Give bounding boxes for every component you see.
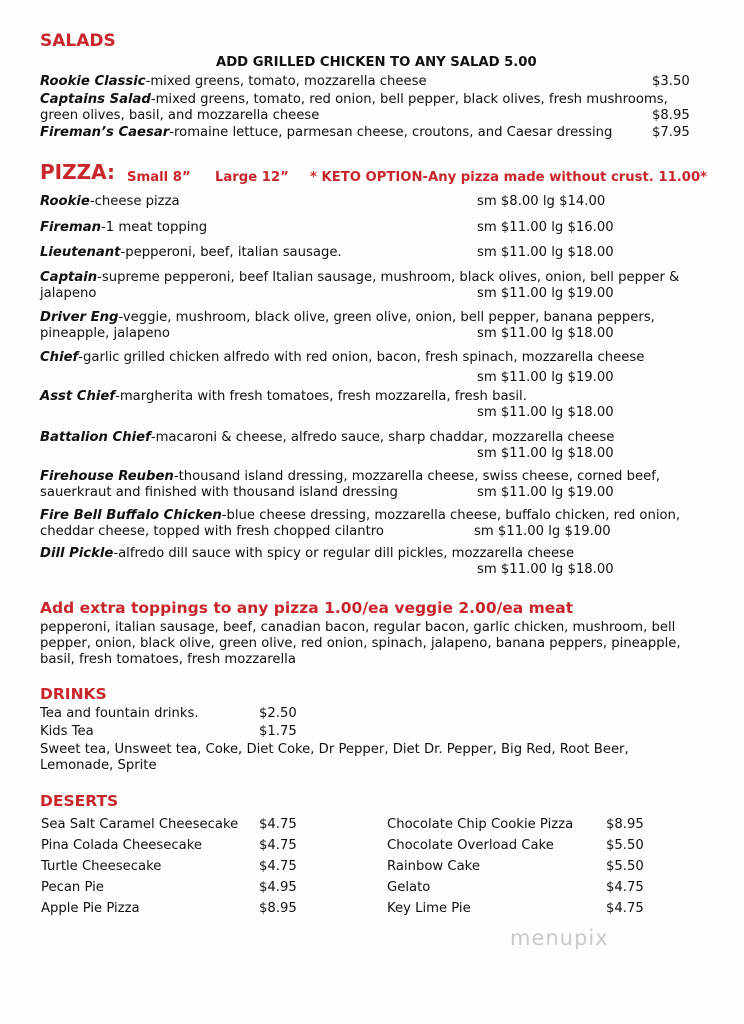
desert-item-price: $8.95	[606, 817, 644, 832]
salads-note: ADD GRILLED CHICKEN TO ANY SALAD 5.00	[216, 55, 537, 70]
desert-item-price: $8.95	[259, 901, 297, 916]
toppings-title: Add extra toppings to any pizza 1.00/ea veggie 2.00/ea meat	[40, 599, 574, 617]
item-name: Rookie Classic	[40, 74, 146, 89]
desert-item-price: $4.75	[259, 838, 297, 853]
salad-item-captains	[40, 92, 698, 124]
item-price: sm $11.00 lg $19.00	[474, 524, 611, 539]
drinks-list: Sweet tea, Unsweet tea, Coke, Diet Coke, Dr Pepper, Diet Dr. Pepper, Big Red, Root Beer, Lemonade, Sprite	[40, 742, 629, 773]
item-desc: -macaroni & cheese, alfredo sauce, sharp chaddar, mozzarella cheese	[150, 430, 615, 445]
desert-item-name: Pina Colada Cheesecake	[41, 838, 203, 853]
desert-item-price: $4.75	[259, 817, 297, 832]
item-desc: -1 meat topping	[101, 220, 208, 235]
item-price: sm $11.00 lg $18.00	[477, 562, 614, 577]
item-price: sm $11.00 lg $19.00	[477, 286, 614, 301]
toppings-list: pepperoni, italian sausage, beef, canadian bacon, regular bacon, garlic chicken, mushroom, bell pepper, onion, black olive, green olive, red onion, spinach, jalapeno, banana peppers, pineapple, basil, fresh tomatoes, fresh mozzarella	[40, 620, 681, 667]
desert-item-name: Key Lime Pie	[387, 901, 471, 916]
desert-item-name: Chocolate Chip Cookie Pizza	[387, 817, 574, 832]
item-name: Firehouse Reuben	[40, 469, 174, 484]
item-name: Fire Bell Buffalo Chicken	[40, 508, 222, 523]
item-desc: -blue cheese dressing, mozzarella cheese, buffalo chicken, red onion, cheddar cheese, topped with fresh chopped cilantro	[40, 508, 681, 539]
item-name: Asst Chief	[40, 389, 116, 404]
desert-item-name: Chocolate Overload Cake	[387, 838, 554, 853]
item-name: Fireman’s Caesar	[40, 125, 170, 140]
deserts-title: DESERTS	[40, 792, 119, 810]
item-price: sm $11.00 lg $19.00	[477, 370, 614, 385]
keto-option: * KETO OPTION-Any pizza made without crust. 11.00*	[310, 170, 708, 185]
item-desc: -garlic grilled chicken alfredo with red onion, bacon, fresh spinach, mozzarella cheese	[78, 350, 645, 365]
pizza-item-dill-pickle	[40, 546, 700, 562]
item-desc: -mixed greens, tomato, red onion, bell pepper, black olives, fresh mushrooms, green olives, basil, and mozzarella cheese	[40, 92, 668, 123]
desert-item-name: Gelato	[387, 880, 431, 895]
item-price: sm $11.00 lg $18.00	[477, 405, 614, 420]
pizza-item-asst-chief	[40, 389, 700, 405]
item-desc: -alfredo dill sauce with spicy or regular dill pickles, mozzarella cheese	[113, 546, 575, 561]
item-name: Chief	[40, 350, 79, 365]
pizza-item-battalion-chief	[40, 430, 700, 446]
item-name: Dill Pickle	[40, 546, 114, 561]
item-price: sm $11.00 lg $19.00	[477, 485, 614, 500]
item-price: sm $11.00 lg $16.00	[477, 220, 614, 235]
desert-item-price: $4.75	[606, 880, 644, 895]
drink-item-price: $2.50	[259, 706, 297, 721]
drink-item-name: Tea and fountain drinks.	[40, 706, 199, 721]
item-desc: -supreme pepperoni, beef Italian sausage, mushroom, black olives, onion, bell pepper & jalapeno	[40, 270, 680, 301]
desert-item-name: Turtle Cheesecake	[41, 859, 162, 874]
pizza-item-chief	[40, 350, 700, 366]
item-name: Captains Salad	[40, 92, 151, 107]
desert-item-name: Rainbow Cake	[387, 859, 480, 874]
pizza-title: PIZZA:	[40, 160, 115, 184]
item-desc: -pepperoni, beef, italian sausage.	[120, 245, 342, 260]
item-price: sm $11.00 lg $18.00	[477, 446, 614, 461]
item-desc: -mixed greens, tomato, mozzarella cheese	[145, 74, 427, 89]
drinks-title: DRINKS	[40, 685, 107, 703]
item-price: $7.95	[652, 125, 690, 140]
salad-item-firemans-caesar	[40, 125, 700, 141]
item-price: sm $8.00 lg $14.00	[477, 194, 606, 209]
desert-item-price: $4.95	[259, 880, 297, 895]
salads-title: SALADS	[40, 31, 116, 51]
menupix-watermark: menupix	[510, 926, 609, 950]
drink-item-price: $1.75	[259, 724, 297, 739]
pizza-size-large: Large 12”	[215, 170, 289, 185]
item-desc: -margherita with fresh tomatoes, fresh mozzarella, fresh basil.	[115, 389, 527, 404]
item-name: Driver Eng	[40, 310, 119, 325]
item-price: $8.95	[652, 108, 690, 123]
item-name: Lieutenant	[40, 245, 121, 260]
drink-item-name: Kids Tea	[40, 724, 94, 739]
item-desc: -thousand island dressing, mozzarella cheese, swiss cheese, corned beef, sauerkraut and finished with thousand island dressing	[40, 469, 661, 500]
desert-item-name: Sea Salt Caramel Cheesecake	[41, 817, 239, 832]
item-price: sm $11.00 lg $18.00	[477, 245, 614, 260]
item-name: Fireman	[40, 220, 102, 235]
desert-item-price: $5.50	[606, 859, 644, 874]
item-desc: -veggie, mushroom, black olive, green olive, onion, bell pepper, banana peppers, pineapple, jalapeno	[40, 310, 655, 341]
desert-item-price: $4.75	[259, 859, 297, 874]
item-desc: -cheese pizza	[89, 194, 180, 209]
desert-item-name: Pecan Pie	[41, 880, 104, 895]
item-name: Captain	[40, 270, 98, 285]
pizza-size-small: Small 8”	[127, 170, 191, 185]
salad-item-rookie-classic	[40, 74, 700, 90]
item-price: $3.50	[652, 74, 690, 89]
item-desc: -romaine lettuce, parmesan cheese, croutons, and Caesar dressing	[169, 125, 613, 140]
item-price: sm $11.00 lg $18.00	[477, 326, 614, 341]
desert-item-name: Apple Pie Pizza	[41, 901, 140, 916]
desert-item-price: $5.50	[606, 838, 644, 853]
item-name: Battalion Chief	[40, 430, 151, 445]
item-name: Rookie	[40, 194, 90, 209]
desert-item-price: $4.75	[606, 901, 644, 916]
